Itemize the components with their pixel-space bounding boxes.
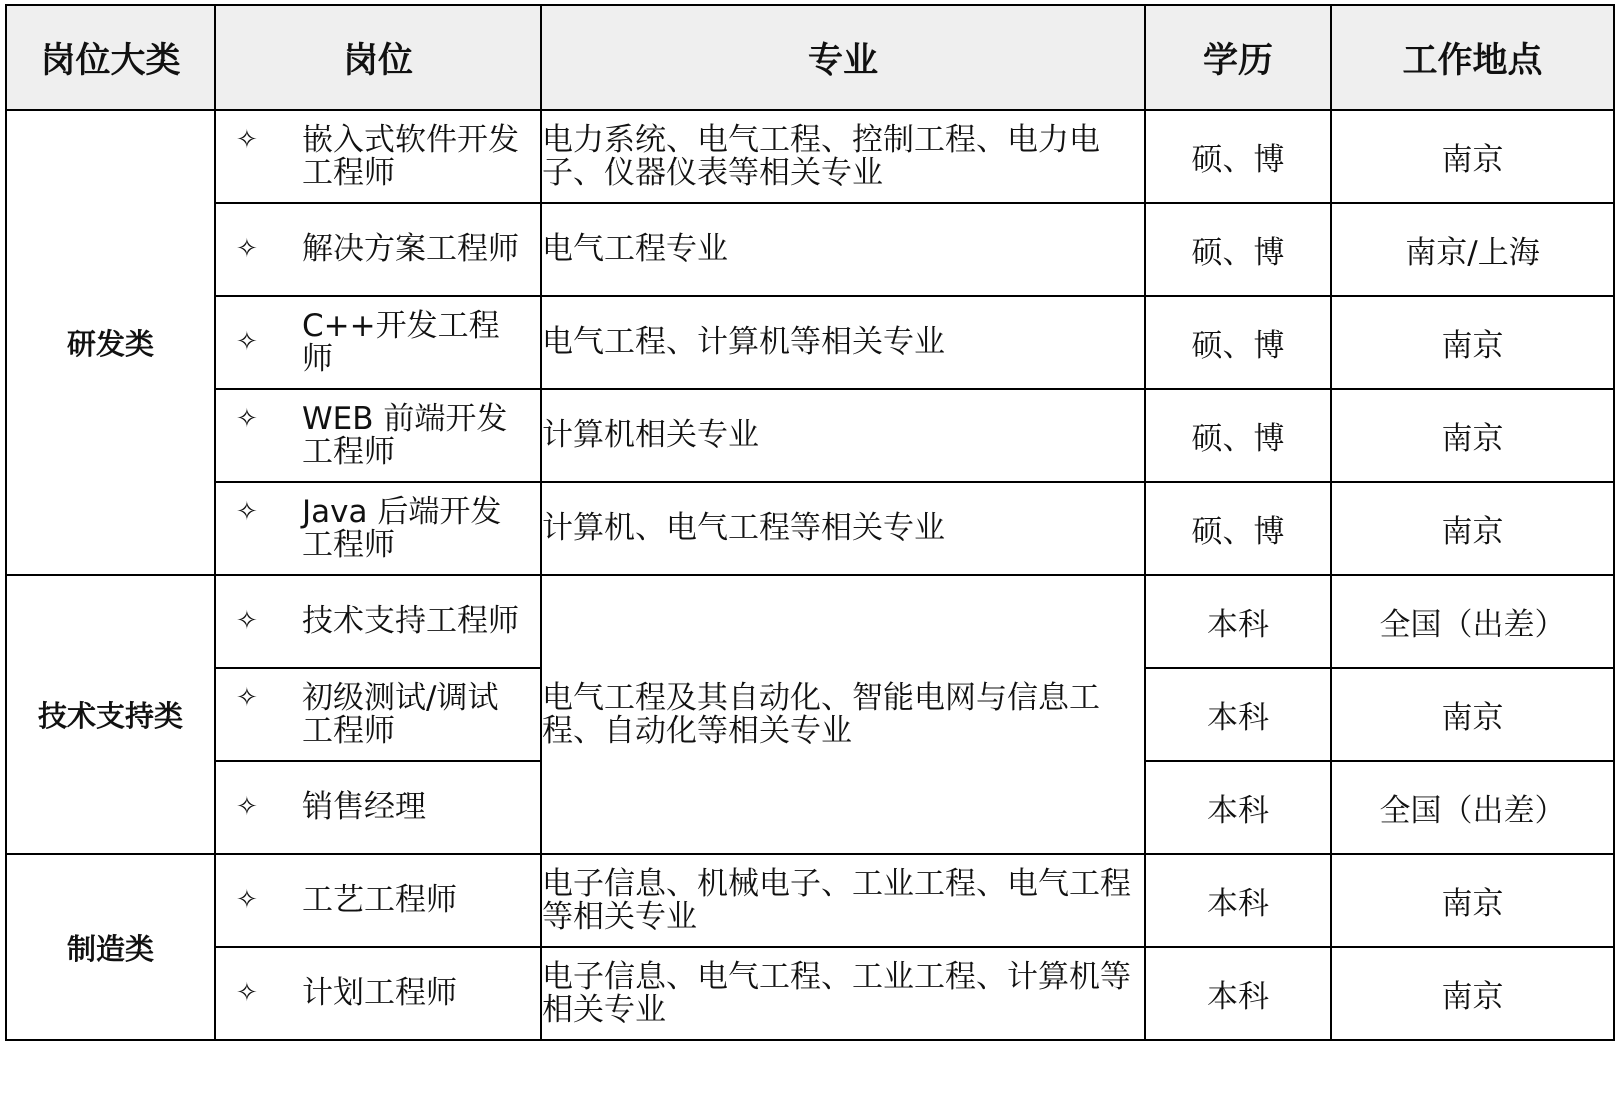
position-label: WEB 前端开发工程师: [302, 400, 508, 470]
location-cell: 南京: [1331, 854, 1614, 947]
table-row: [6, 575, 1614, 668]
table-row: [6, 389, 1614, 482]
position-cell: [215, 947, 541, 1040]
major-cell: 计算机相关专业: [541, 389, 1145, 482]
major-cell: 电子信息、电气工程、工业工程、计算机等相关专业: [541, 947, 1145, 1040]
position-cell: [215, 575, 541, 668]
bullet-icon: ✧: [236, 885, 258, 915]
major-cell: 计算机、电气工程等相关专业: [541, 482, 1145, 575]
position-label: 初级测试/调试工程师: [302, 679, 499, 749]
position-label: 工艺工程师: [302, 882, 457, 918]
bullet-icon: ✧: [236, 978, 258, 1008]
table-row: [6, 947, 1614, 1040]
position-cell: [215, 482, 541, 575]
header-row: [6, 5, 1614, 110]
table-row: [6, 482, 1614, 575]
education-cell: 本科: [1145, 668, 1331, 761]
category-cell-rd: 研发类: [6, 110, 215, 575]
bullet-icon: ✧: [236, 403, 258, 434]
bullet-icon: ✧: [236, 496, 258, 527]
education-cell: 本科: [1145, 854, 1331, 947]
location-cell: 南京: [1331, 947, 1614, 1040]
major-cell: 电力系统、电气工程、控制工程、电力电子、仪器仪表等相关专业: [541, 110, 1145, 203]
job-table: [5, 4, 1615, 1041]
education-cell: 本科: [1145, 575, 1331, 668]
position-label: 计划工程师: [302, 975, 457, 1011]
location-cell: 全国（出差）: [1331, 761, 1614, 854]
header-major: 专业: [541, 5, 1145, 110]
education-cell: 硕、博: [1145, 110, 1331, 203]
position-label: Java 后端开发工程师: [302, 493, 502, 563]
table-row: [6, 854, 1614, 947]
major-cell-merged: 电气工程及其自动化、智能电网与信息工程、自动化等相关专业: [541, 575, 1145, 854]
major-cell: 电子信息、机械电子、工业工程、电气工程等相关专业: [541, 854, 1145, 947]
location-cell: 南京: [1331, 110, 1614, 203]
position-cell: [215, 296, 541, 389]
position-cell: [215, 110, 541, 203]
position-label: 嵌入式软件开发工程师: [302, 121, 519, 191]
header-education: 学历: [1145, 5, 1331, 110]
location-cell: 南京: [1331, 389, 1614, 482]
education-cell: 本科: [1145, 761, 1331, 854]
table-row: [6, 110, 1614, 203]
bullet-icon: ✧: [236, 327, 258, 357]
location-cell: 全国（出差）: [1331, 575, 1614, 668]
category-cell-manufacturing: 制造类: [6, 854, 215, 1040]
location-cell: 南京/上海: [1331, 203, 1614, 296]
bullet-icon: ✧: [236, 234, 258, 264]
position-label: 技术支持工程师: [302, 603, 519, 639]
category-cell-support: 技术支持类: [6, 575, 215, 854]
position-cell: [215, 761, 541, 854]
position-cell: [215, 389, 541, 482]
table-row: [6, 296, 1614, 389]
header-category: 岗位大类: [6, 5, 215, 110]
location-cell: 南京: [1331, 668, 1614, 761]
header-location: 工作地点: [1331, 5, 1614, 110]
education-cell: 硕、博: [1145, 296, 1331, 389]
bullet-icon: ✧: [236, 792, 258, 822]
education-cell: 硕、博: [1145, 203, 1331, 296]
location-cell: 南京: [1331, 296, 1614, 389]
position-label: 销售经理: [302, 789, 426, 825]
major-cell: 电气工程专业: [541, 203, 1145, 296]
bullet-icon: ✧: [236, 124, 258, 155]
bullet-icon: ✧: [236, 682, 258, 713]
education-cell: 本科: [1145, 947, 1331, 1040]
major-cell: 电气工程、计算机等相关专业: [541, 296, 1145, 389]
position-cell: [215, 203, 541, 296]
location-cell: 南京: [1331, 482, 1614, 575]
bullet-icon: ✧: [236, 606, 258, 636]
position-cell: [215, 854, 541, 947]
header-position: 岗位: [215, 5, 541, 110]
education-cell: 硕、博: [1145, 389, 1331, 482]
position-cell: [215, 668, 541, 761]
table-row: [6, 203, 1614, 296]
position-label: 解决方案工程师: [302, 231, 519, 267]
position-label: C++开发工程师: [302, 307, 500, 377]
education-cell: 硕、博: [1145, 482, 1331, 575]
